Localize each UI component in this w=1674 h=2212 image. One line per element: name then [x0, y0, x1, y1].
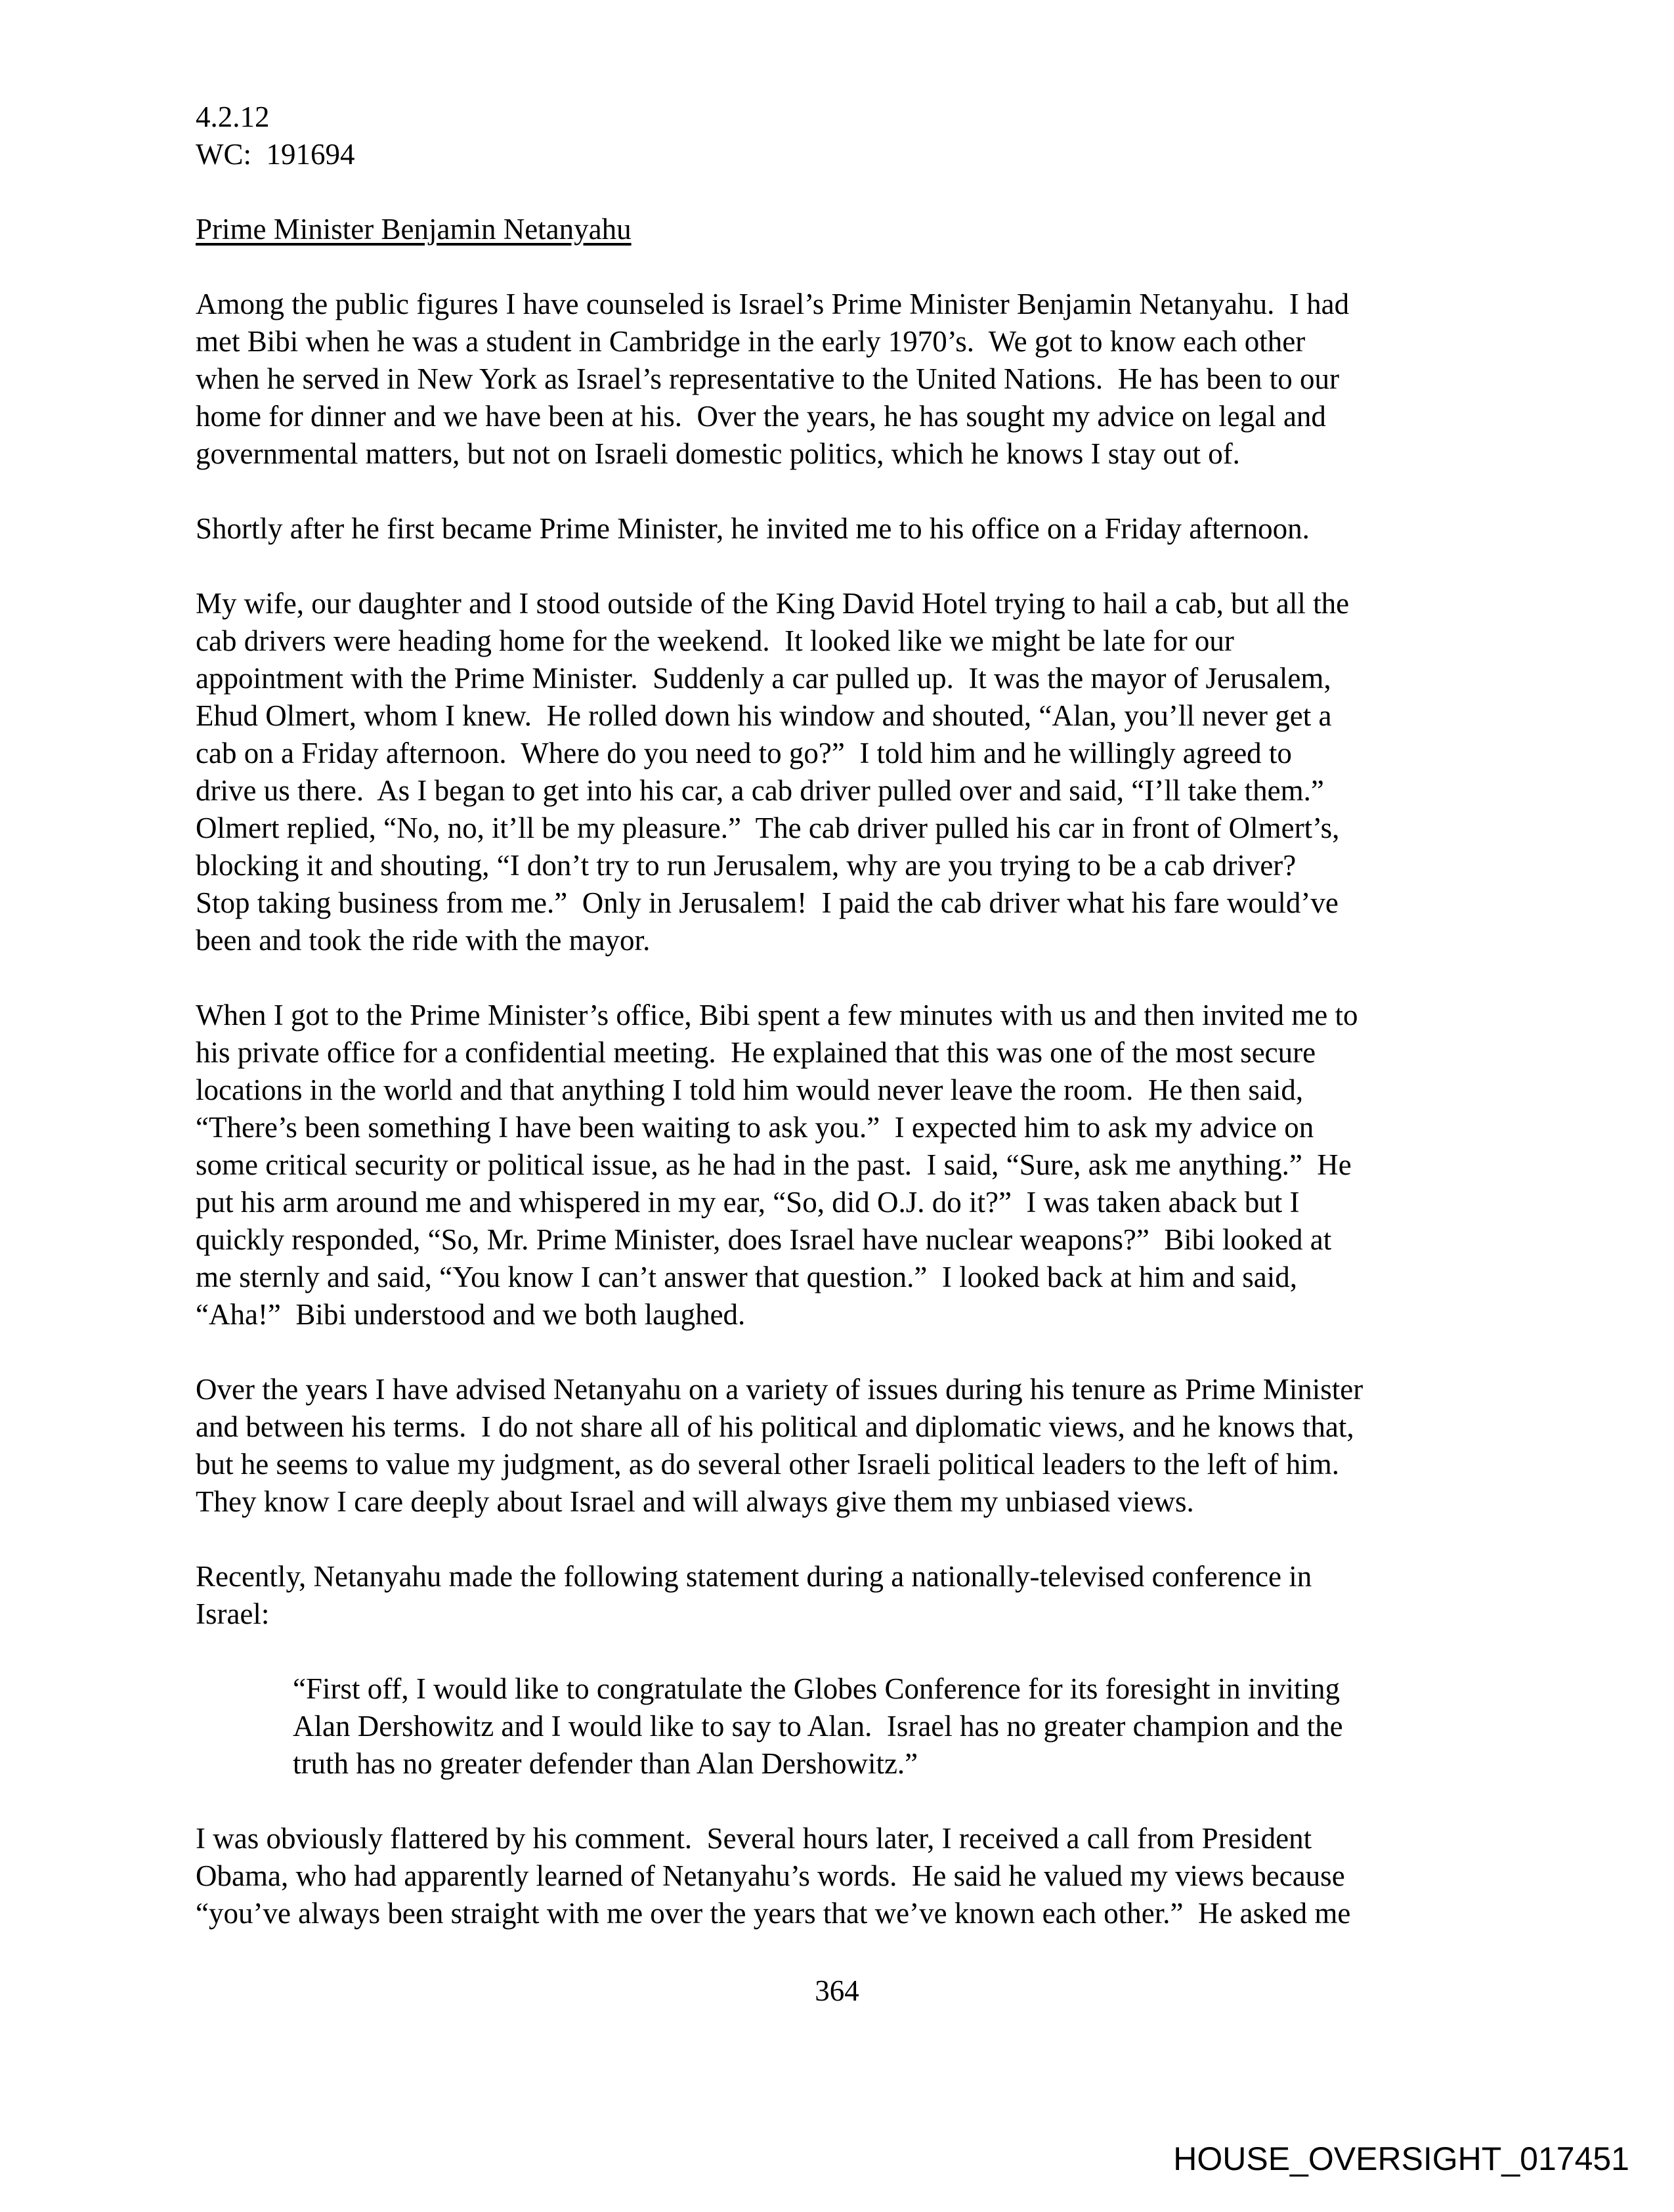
paragraph: [196, 997, 1509, 1334]
text-line: Stop taking business from me.” Only in Jerusalem! I paid the cab driver what his fare would’ve: [196, 886, 1339, 919]
text-line: cab on a Friday afternoon. Where do you need to go?” I told him and he willingly agreed to: [196, 737, 1292, 770]
text-line: met Bibi when he was a student in Cambridge in the early 1970’s. We got to know each other: [196, 325, 1306, 358]
text-line: and between his terms. I do not share all of his political and diplomatic views, and he knows that,: [196, 1410, 1354, 1443]
paragraph: [196, 1820, 1509, 1932]
text-line: They know I care deeply about Israel and will always give them my unbiased views.: [196, 1485, 1194, 1518]
text-line: My wife, our daughter and I stood outside of the King David Hotel trying to hail a cab, but all the: [196, 587, 1350, 620]
text-line: “Aha!” Bibi understood and we both laughed.: [196, 1298, 746, 1331]
paragraph: [196, 1558, 1509, 1633]
date: 4.2.12: [196, 100, 270, 133]
text-line: appointment with the Prime Minister. Suddenly a car pulled up. It was the mayor of Jerusalem,: [196, 662, 1331, 695]
paragraph: [196, 585, 1509, 959]
text-line: some critical security or political issue, as he had in the past. I said, “Sure, ask me anything.” He: [196, 1148, 1352, 1181]
body-text: [196, 248, 1509, 1932]
text-line: blocking it and shouting, “I don’t try to run Jerusalem, why are you trying to be a cab driver?: [196, 849, 1297, 882]
paragraph: [196, 510, 1509, 548]
text-line: but he seems to value my judgment, as do several other Israeli political leaders to the left of him.: [196, 1448, 1339, 1481]
block-quote: [196, 1670, 1509, 1783]
text-line: Olmert replied, “No, no, it’ll be my pleasure.” The cab driver pulled his car in front of Olmert’s,: [196, 812, 1340, 844]
page-number: 364: [815, 1974, 859, 2007]
text-line: locations in the world and that anything I told him would never leave the room. He then said,: [196, 1073, 1304, 1106]
bates-stamp: HOUSE_OVERSIGHT_017451: [1173, 2140, 1629, 2177]
text-line: when he served in New York as Israel’s representative to the United Nations. He has been to our: [196, 362, 1340, 395]
word-count: WC: 191694: [196, 138, 355, 171]
text-line: drive us there. As I began to get into his car, a cab driver pulled over and said, “I’ll take them.”: [196, 774, 1324, 807]
text-line: governmental matters, but not on Israeli domestic politics, which he knows I stay out of.: [196, 437, 1240, 470]
text-line: Over the years I have advised Netanyahu on a variety of issues during his tenure as Prime Minister: [196, 1373, 1363, 1406]
text-line: I was obviously flattered by his comment. Several hours later, I received a call from President: [196, 1822, 1312, 1855]
text-line: Shortly after he first became Prime Minister, he invited me to his office on a Friday afternoon.: [196, 512, 1310, 545]
text-line: “First off, I would like to congratulate the Globes Conference for its foresight in inviting: [293, 1672, 1341, 1705]
text-line: been and took the ride with the mayor.: [196, 924, 651, 957]
text-line: cab drivers were heading home for the weekend. It looked like we might be late for our: [196, 624, 1234, 657]
paragraph: [196, 286, 1509, 473]
text-line: put his arm around me and whispered in my ear, “So, did O.J. do it?” I was taken aback but I: [196, 1186, 1300, 1219]
text-line: his private office for a confidential meeting. He explained that this was one of the most secure: [196, 1036, 1316, 1069]
paragraph: [196, 1371, 1509, 1521]
section-title: Prime Minister Benjamin Netanyahu: [196, 213, 632, 246]
text-line: Among the public figures I have counseled is Israel’s Prime Minister Benjamin Netanyahu. I had: [196, 288, 1350, 320]
text-line: Israel:: [196, 1597, 270, 1630]
text-line: Recently, Netanyahu made the following statement during a nationally-televised conference in: [196, 1560, 1312, 1593]
text-line: truth has no greater defender than Alan Dershowitz.”: [293, 1747, 918, 1780]
text-line: “you’ve always been straight with me over the years that we’ve known each other.” He asked me: [196, 1897, 1351, 1930]
document-page: [196, 98, 1509, 1932]
text-line: home for dinner and we have been at his. Over the years, he has sought my advice on legal and: [196, 400, 1326, 433]
text-line: “There’s been something I have been waiting to ask you.” I expected him to ask my advice on: [196, 1111, 1314, 1144]
text-line: Alan Dershowitz and I would like to say to Alan. Israel has no greater champion and the: [293, 1710, 1343, 1743]
text-line: quickly responded, “So, Mr. Prime Minister, does Israel have nuclear weapons?” Bibi looked at: [196, 1223, 1332, 1256]
text-line: Obama, who had apparently learned of Netanyahu’s words. He said he valued my views because: [196, 1859, 1345, 1892]
text-line: me sternly and said, “You know I can’t answer that question.” I looked back at him and said,: [196, 1261, 1297, 1293]
text-line: When I got to the Prime Minister’s office, Bibi spent a few minutes with us and then invited me to: [196, 999, 1358, 1031]
text-line: Ehud Olmert, whom I knew. He rolled down his window and shouted, “Alan, you’ll never get a: [196, 699, 1332, 732]
